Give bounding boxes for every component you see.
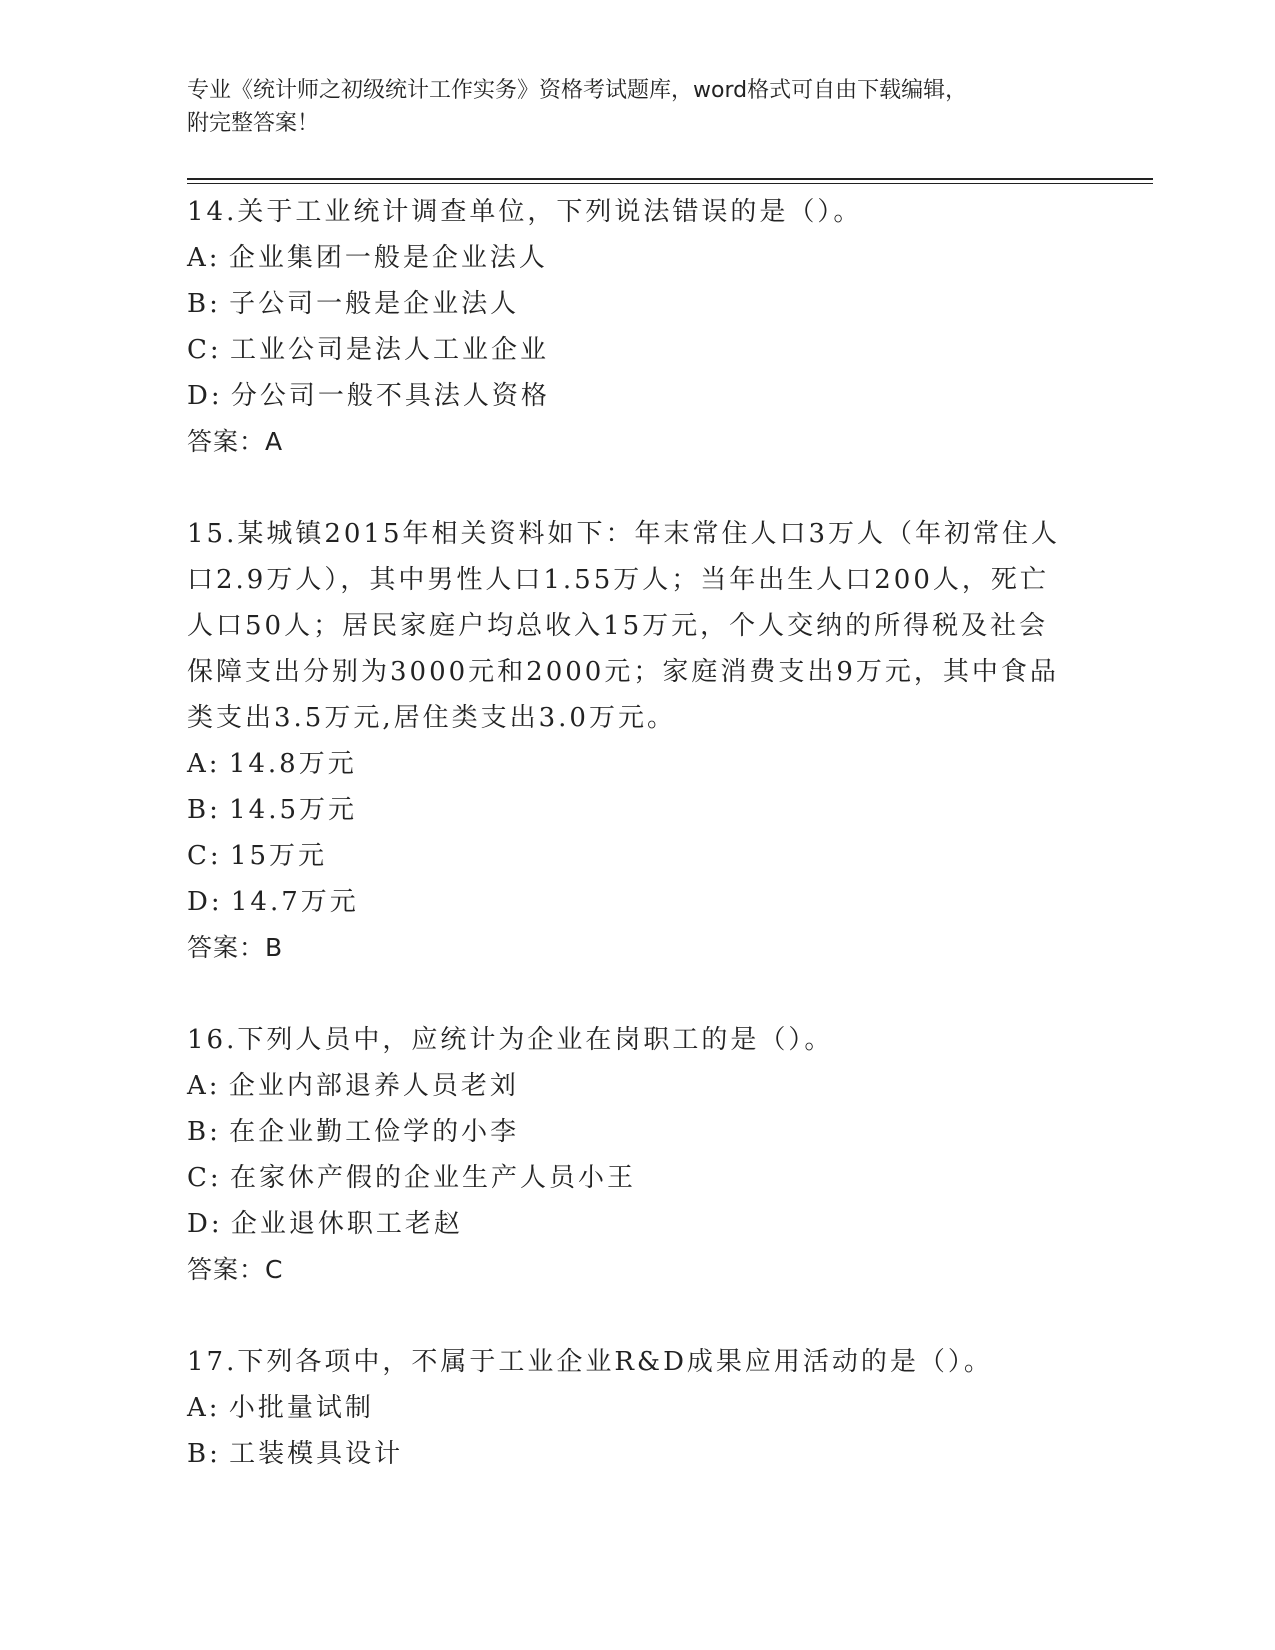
answer-label: 答案： (187, 1255, 266, 1284)
question-stem: 17.下列各项中，不属于工业企业R&D成果应用活动的是（）。 (187, 1347, 993, 1377)
option-b: B: 工装模具设计 (187, 1439, 404, 1469)
option-d: D: 分公司一般不具法人资格 (187, 381, 550, 411)
question-stem-line-3: 人口50人；居民家庭户均总收入15万元，个人交纳的所得税及社会 (187, 611, 1049, 641)
option-text: 14.7万元 (230, 887, 359, 917)
option-label: C (187, 1163, 210, 1193)
option-label: B (187, 1117, 210, 1147)
option-text: 工业公司是法人工业企业 (229, 335, 549, 365)
question-stem-line-1: 15.某城镇2015年相关资料如下：年末常住人口3万人（年初常住人 (187, 519, 1061, 549)
option-label: D (187, 381, 211, 411)
option-c: C: 15万元 (187, 841, 328, 871)
question-stem-line-5: 类支出3.5万元,居住类支出3.0万元。 (187, 703, 676, 733)
option-a: A: 14.8万元 (187, 749, 357, 779)
answer-value: B (265, 933, 284, 962)
option-text: 企业内部退养人员老刘 (228, 1071, 519, 1101)
option-label: A (187, 1071, 209, 1101)
header-divider-thin (187, 183, 1153, 184)
option-c: C: 在家休产假的企业生产人员小王 (187, 1163, 636, 1193)
option-label: B (187, 1439, 210, 1469)
document-header (187, 74, 1067, 140)
answer-label: 答案： (187, 933, 266, 962)
option-label: A (187, 243, 209, 273)
option-text: 在家休产假的企业生产人员小王 (229, 1163, 636, 1193)
option-c: C: 工业公司是法人工业企业 (187, 335, 549, 365)
option-d: D: 企业退休职工老赵 (187, 1209, 463, 1239)
option-label: B (187, 289, 210, 319)
option-text: 14.8万元 (228, 749, 357, 779)
answer-line (187, 925, 1087, 971)
option-label: A (187, 1393, 209, 1423)
answer-line (187, 419, 1087, 465)
answer-label: 答案： (187, 427, 266, 456)
option-text: 15万元 (229, 841, 328, 871)
option-b: B: 在企业勤工俭学的小李 (187, 1117, 520, 1147)
question-list (187, 189, 1087, 1523)
option-text: 分公司一般不具法人资格 (230, 381, 550, 411)
option-b: B: 14.5万元 (187, 795, 358, 825)
answer-value: C (265, 1255, 284, 1284)
option-label: D (187, 1209, 211, 1239)
question-stem-line-2: 口2.9万人），其中男性人口1.55万人；当年出生人口200人，死亡 (187, 565, 1049, 595)
option-d: D: 14.7万元 (187, 887, 359, 917)
option-text: 14.5万元 (229, 795, 358, 825)
option-label: C (187, 841, 210, 871)
option-a: A: 小批量试制 (187, 1393, 374, 1423)
option-b: B: 子公司一般是企业法人 (187, 289, 520, 319)
header-line-1: 专业《统计师之初级统计工作实务》资格考试题库，word格式可自由下载编辑， (187, 78, 968, 103)
option-label: D (187, 887, 211, 917)
option-text: 企业集团一般是企业法人 (228, 243, 548, 273)
option-label: C (187, 335, 210, 365)
option-a: A: 企业集团一般是企业法人 (187, 243, 548, 273)
option-text: 在企业勤工俭学的小李 (229, 1117, 520, 1147)
question-14 (187, 189, 1087, 465)
question-16 (187, 1017, 1087, 1293)
option-a: A: 企业内部退养人员老刘 (187, 1071, 519, 1101)
question-15 (187, 511, 1087, 971)
question-stem: 14.关于工业统计调查单位，下列说法错误的是（）。 (187, 197, 863, 227)
header-divider-thick (187, 178, 1153, 180)
option-label: A (187, 749, 209, 779)
option-text: 子公司一般是企业法人 (229, 289, 520, 319)
question-17 (187, 1339, 1087, 1477)
option-text: 企业退休职工老赵 (230, 1209, 463, 1239)
question-stem: 16.下列人员中，应统计为企业在岗职工的是（）。 (187, 1025, 834, 1055)
option-label: B (187, 795, 210, 825)
question-stem-line-4: 保障支出分别为3000元和2000元；家庭消费支出9万元，其中食品 (187, 657, 1059, 687)
option-text: 工装模具设计 (229, 1439, 404, 1469)
answer-value: A (265, 427, 284, 456)
header-line-2: 附完整答案！ (187, 111, 320, 136)
option-text: 小批量试制 (228, 1393, 374, 1423)
answer-line (187, 1247, 1087, 1293)
